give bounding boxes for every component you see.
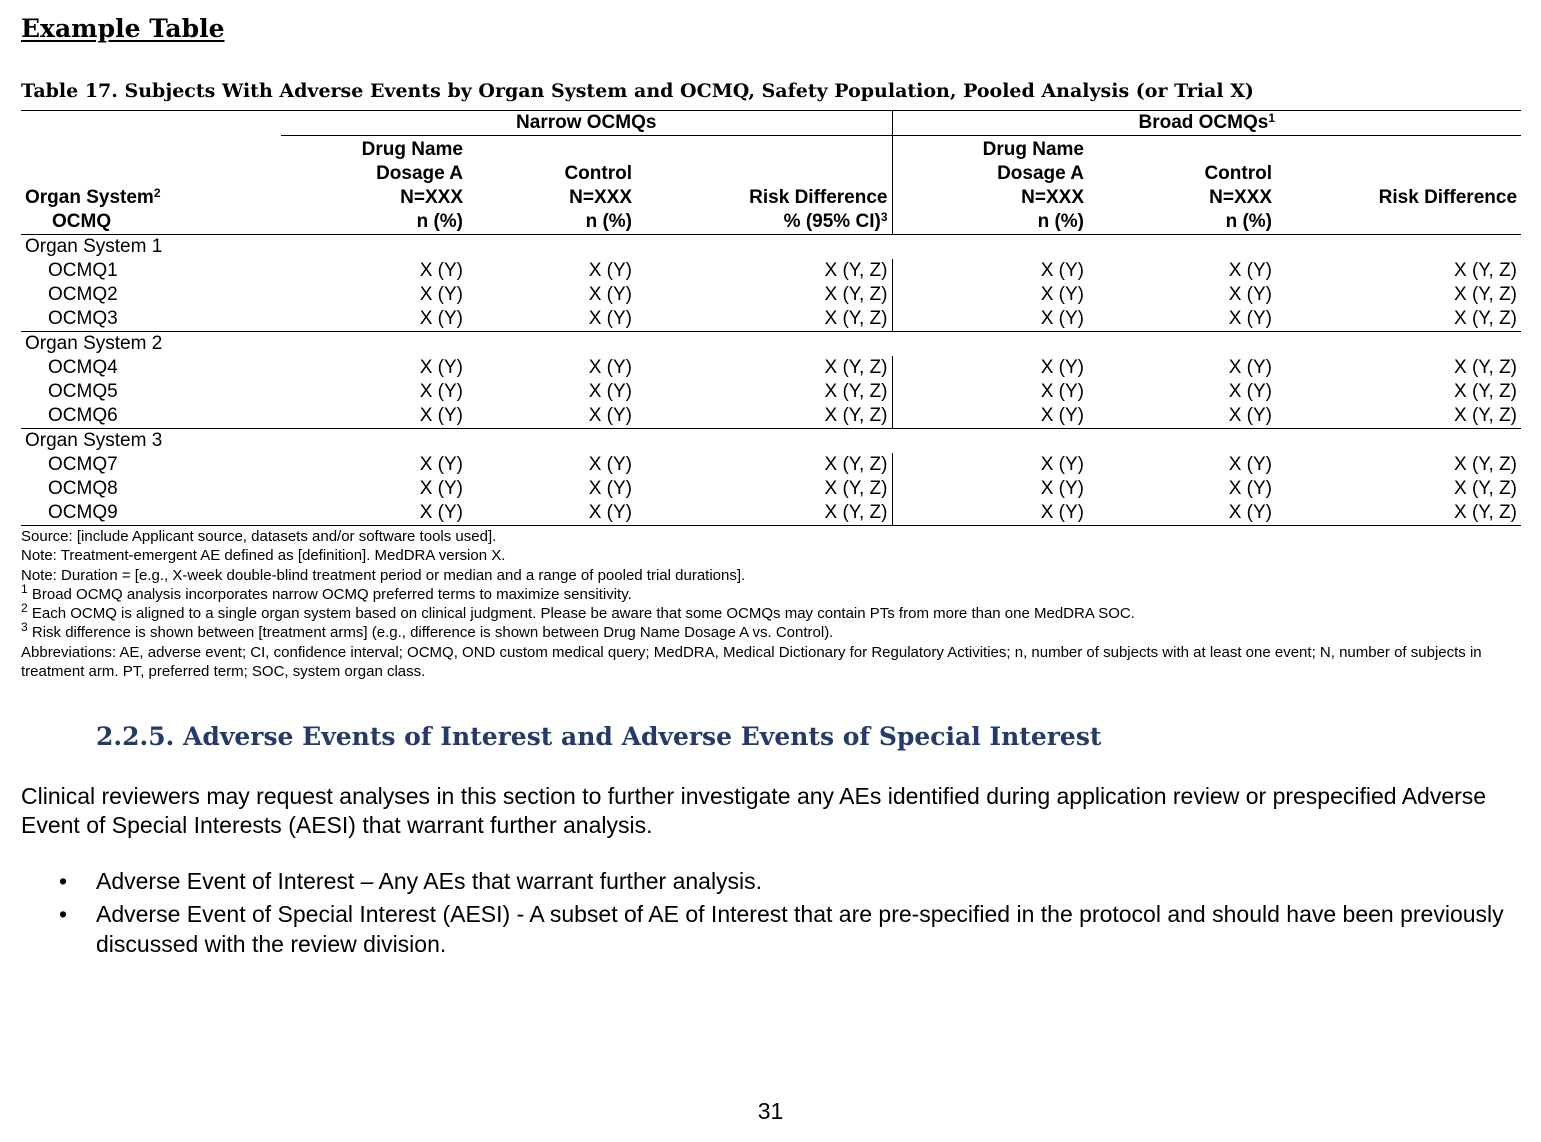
narrow-control-value: X (Y): [467, 501, 636, 526]
narrow-control-value: X (Y): [588, 260, 632, 281]
table-row: [21, 477, 1521, 501]
table-row: [21, 453, 1521, 477]
narrow-risk-difference-value: X (Y, Z): [636, 307, 892, 332]
table-row: [21, 501, 1521, 526]
broad-control-value: X (Y): [1228, 357, 1272, 378]
table-title: Table 17. Subjects With Adverse Events by Organ System and OCMQ, Safety Population, Pooled Analysis (or Trial X): [21, 80, 1254, 102]
broad-risk-difference-value: X (Y, Z): [1454, 381, 1518, 402]
list-item: • Adverse Event of Interest – Any AEs that warrant further analysis.: [59, 868, 763, 894]
broad-drug-value: X (Y): [892, 404, 1088, 429]
table-row: [21, 259, 1521, 283]
broad-drug-value: X (Y): [892, 307, 1088, 332]
broad-risk-difference-value: X (Y, Z): [1454, 284, 1518, 305]
narrow-risk-difference-value: X (Y, Z): [636, 477, 892, 501]
ae-table: [21, 110, 1521, 526]
col-broad-control: Control N=XXX n (%): [1204, 163, 1272, 232]
ocmq-name: OCMQ7: [48, 454, 118, 475]
ocmq-name: OCMQ6: [21, 404, 281, 429]
broad-drug-value: X (Y): [1040, 454, 1084, 475]
organ-system-row: [21, 235, 1521, 260]
narrow-risk-difference-value: X (Y, Z): [636, 501, 892, 526]
narrow-drug-value: X (Y): [419, 478, 463, 499]
organ-system-name: Organ System 3: [25, 430, 163, 451]
table-body: [21, 235, 1521, 526]
organ-system-row: [21, 332, 1521, 357]
broad-control-value: X (Y): [1228, 478, 1272, 499]
broad-control-value: X (Y): [1088, 307, 1276, 332]
broad-control-value: X (Y): [1228, 284, 1272, 305]
col-narrow-drug: Drug Name Dosage A N=XXX n (%): [361, 139, 463, 232]
narrow-control-value: X (Y): [588, 381, 632, 402]
abbreviations-note: Abbreviations: AE, adverse event; CI, confidence interval; OCMQ, OND custom medical query; MedDRA, Medical Dictionary for Regulatory Activities; n, number of subjects with at least one event; N, number of subjects in treatment arm. PT, preferred term; SOC, system organ class.: [21, 643, 1482, 681]
broad-risk-difference-value: X (Y, Z): [1454, 454, 1518, 475]
ocmq-name: OCMQ3: [21, 307, 281, 332]
narrow-risk-difference-value: X (Y, Z): [636, 356, 892, 380]
footnote-1: $^1$ Broad OCMQ analysis incorporates narrow OCMQ preferred terms to maximize sensitivity.: [21, 581, 632, 603]
table-notes: [21, 527, 1521, 681]
page-heading: Example Table: [21, 14, 225, 43]
broad-risk-difference-value: X (Y, Z): [1276, 307, 1521, 332]
source-note: Source: [include Applicant source, datasets and/or software tools used].: [21, 528, 497, 545]
broad-control-value: X (Y): [1088, 404, 1276, 429]
narrow-risk-difference-value: X (Y, Z): [636, 283, 892, 307]
broad-control-value: X (Y): [1228, 260, 1272, 281]
table-row: [21, 283, 1521, 307]
table-row: [21, 380, 1521, 404]
ocmq-name: OCMQ1: [48, 260, 118, 281]
narrow-control-value: X (Y): [467, 404, 636, 429]
broad-control-value: X (Y): [1228, 454, 1272, 475]
footnote-2-mark: 2: [21, 601, 28, 616]
organ-system-name: Organ System 1: [25, 236, 163, 257]
narrow-drug-value: X (Y): [419, 284, 463, 305]
narrow-control-value: X (Y): [588, 478, 632, 499]
bullet-icon: •: [59, 901, 68, 927]
footnote-2: $^2$ Each OCMQ is aligned to a single organ system based on clinical judgment. Please be aware that some OCMQs may contain PTs from more than one MedDRA SOC.: [21, 601, 1135, 623]
col-broad-drug: Drug Name Dosage A N=XXX n (%): [982, 139, 1084, 232]
broad-risk-difference-value: X (Y, Z): [1276, 404, 1521, 429]
broad-drug-value: X (Y): [1040, 381, 1084, 402]
list-item: • Adverse Event of Special Interest (AESI) - A subset of AE of Interest that are pre-specified in the protocol and should have been previously discussed with the review division.: [59, 901, 1504, 957]
section-intro: Clinical reviewers may request analyses in this section to further investigate any AEs identified during application review or prespecified Adverse Event of Special Interests (AESI) that warrant further analysis.: [21, 783, 1487, 838]
ocmq-name: OCMQ5: [48, 381, 118, 402]
narrow-drug-value: X (Y): [419, 357, 463, 378]
duration-note: Note: Duration = [e.g., X-week double-blind treatment period or median and a range of pooled trial durations].: [21, 566, 746, 584]
narrow-control-value: X (Y): [588, 357, 632, 378]
group-header-row: [21, 111, 1521, 136]
ocmq-name: OCMQ2: [48, 284, 118, 305]
narrow-control-value: X (Y): [588, 454, 632, 475]
narrow-drug-value: X (Y): [281, 307, 467, 332]
narrow-drug-value: X (Y): [281, 404, 467, 429]
table-row: [21, 307, 1521, 332]
broad-drug-value: X (Y): [1040, 260, 1084, 281]
organ-system-row: [21, 429, 1521, 454]
broad-ocmqs-header: Broad OCMQs$^1$: [892, 111, 1521, 136]
broad-drug-value: X (Y): [1040, 357, 1084, 378]
narrow-ocmqs-header: Narrow OCMQs: [281, 111, 892, 136]
broad-risk-difference-value: X (Y, Z): [1454, 260, 1518, 281]
broad-drug-value: X (Y): [1040, 284, 1084, 305]
broad-control-value: X (Y): [1228, 381, 1272, 402]
col-organ-system: Organ System$^2$ OCMQ: [25, 186, 161, 232]
ae-table-container: [21, 110, 1521, 526]
narrow-control-value: X (Y): [588, 284, 632, 305]
col-broad-risk-difference: Risk Difference: [1378, 187, 1518, 208]
table-row: [21, 404, 1521, 429]
column-header-row: [21, 136, 1521, 235]
narrow-drug-value: X (Y): [419, 381, 463, 402]
narrow-drug-value: X (Y): [419, 454, 463, 475]
footnote-3: $^3$ Risk difference is shown between [treatment arms] (e.g., difference is shown between Drug Name Dosage A vs. Control).: [21, 620, 834, 642]
table-row: [21, 356, 1521, 380]
narrow-risk-difference-value: X (Y, Z): [636, 453, 892, 477]
col-narrow-control: Control N=XXX n (%): [564, 163, 632, 232]
bullet-list: [21, 866, 1521, 962]
broad-risk-difference-value: X (Y, Z): [1276, 501, 1521, 526]
ocmq-name: OCMQ8: [48, 478, 118, 499]
narrow-control-value: X (Y): [467, 307, 636, 332]
broad-risk-difference-value: X (Y, Z): [1454, 478, 1518, 499]
ocmq-name: OCMQ9: [21, 501, 281, 526]
narrow-risk-difference-value: X (Y, Z): [636, 259, 892, 283]
narrow-risk-difference-value: X (Y, Z): [636, 404, 892, 429]
col-narrow-risk-difference: Risk Difference % (95% CI)$^3$: [636, 136, 892, 235]
narrow-drug-value: X (Y): [281, 501, 467, 526]
ocmq-name: OCMQ4: [48, 357, 118, 378]
narrow-drug-value: X (Y): [419, 260, 463, 281]
section-title: 2.2.5. Adverse Events of Interest and Adverse Events of Special Interest: [96, 722, 1102, 751]
narrow-risk-difference-value: X (Y, Z): [636, 380, 892, 404]
page-number: 31: [757, 1098, 784, 1124]
footnote-3-mark: 3: [21, 620, 28, 635]
footnote-1-mark: 1: [21, 581, 28, 596]
broad-drug-value: X (Y): [892, 501, 1088, 526]
organ-system-name: Organ System 2: [25, 333, 163, 354]
group-header-blank: [21, 111, 281, 136]
teae-note: Note: Treatment-emergent AE defined as [definition]. MedDRA version X.: [21, 547, 506, 565]
bullet-icon: •: [59, 868, 68, 894]
broad-drug-value: X (Y): [1040, 478, 1084, 499]
broad-control-value: X (Y): [1088, 501, 1276, 526]
broad-risk-difference-value: X (Y, Z): [1454, 357, 1518, 378]
